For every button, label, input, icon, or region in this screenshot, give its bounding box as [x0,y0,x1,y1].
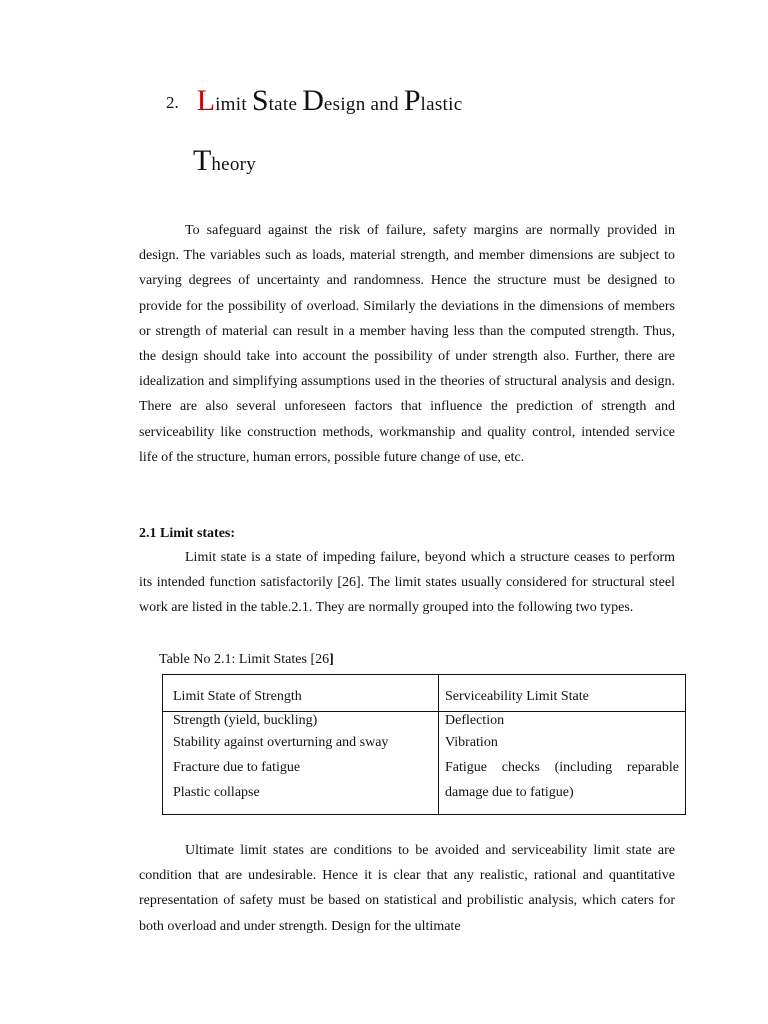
table-header-strength: Limit State of Strength [163,675,438,712]
table-cell: Stability against overturning and sway [173,735,389,750]
chapter-number: 2. [166,93,179,112]
heading-word-and [371,93,399,115]
heading-word-theory [193,144,256,178]
heading-initial: T [193,144,212,177]
heading-initial: D [302,84,324,117]
table-caption-text: Table No 2.1: Limit States [26 [159,652,330,667]
chapter-heading [166,86,686,116]
table-cell: Fracture due to fatigue [173,760,301,776]
table-cell: Strength (yield, buckling) [173,713,318,728]
heading-word-rest: lastic [420,94,463,115]
heading-word-rest: heory [211,154,257,175]
table-column-serviceability [439,675,685,814]
heading-word-rest: and [370,94,399,115]
table-column-strength [163,675,439,814]
intro-paragraph: To safeguard against the risk of failure, safety margins are normally provided in design. The variables such as loads, material strength, and member dimensions are subject to varying degrees of uncertainty and randomness. Hence the structure must be designed to provide for the possibility of overload. Similarly the deviations in the dimensions of members or strength of material can result in a member having less than the computed strength. Thus, the design should take into account the possibility of under strength also. Further, there are idealization and simplifying assumptions used in the theories of structural analysis and design. There are also several unforeseen factors that influence the prediction of strength and serviceability like construction methods, workmanship and quality control, intended service life of the structure, human errors, possible future change of use, etc. [139,223,675,465]
table-cell: Plastic collapse [173,785,260,801]
table-cell: Vibration [445,735,498,750]
heading-word-rest: imit [215,94,247,115]
heading-word-plastic [403,84,463,117]
table-header-serviceability: Serviceability Limit State [439,675,685,712]
table-caption-bracket: ] [329,652,334,667]
heading-word-rest: esign [323,94,366,115]
section-title: 2.1 Limit states: [139,526,236,541]
heading-word-rest: tate [268,94,298,115]
ultimate-limit-paragraph: Ultimate limit states are conditions to be avoided and serviceability limit state are condition that are undesirable. Hence it is clear that any realistic, rational and quantitative representation of safety must be based on statistical and probilistic analysis, which caters for both overload and under strength. Design for the ultimate [139,843,675,934]
heading-initial: S [251,84,269,117]
heading-word-limit [196,84,247,117]
table-cell: Fatigue checks (including reparable damage due to fatigue) [445,760,679,801]
heading-initial: P [403,84,421,117]
table-caption [159,647,334,672]
limit-states-paragraph: Limit state is a state of impeding failure, beyond which a structure ceases to perform its intended function satisfactorily [26]. The limit states usually considered for structural steel work are listed in the table.2.1. They are normally grouped into the following two types. [139,550,675,616]
heading-word-state [251,84,298,117]
table-cell: Deflection [445,713,505,728]
heading-word-design [302,84,366,117]
heading-initial-l: L [196,84,216,117]
limit-states-table [162,674,686,815]
